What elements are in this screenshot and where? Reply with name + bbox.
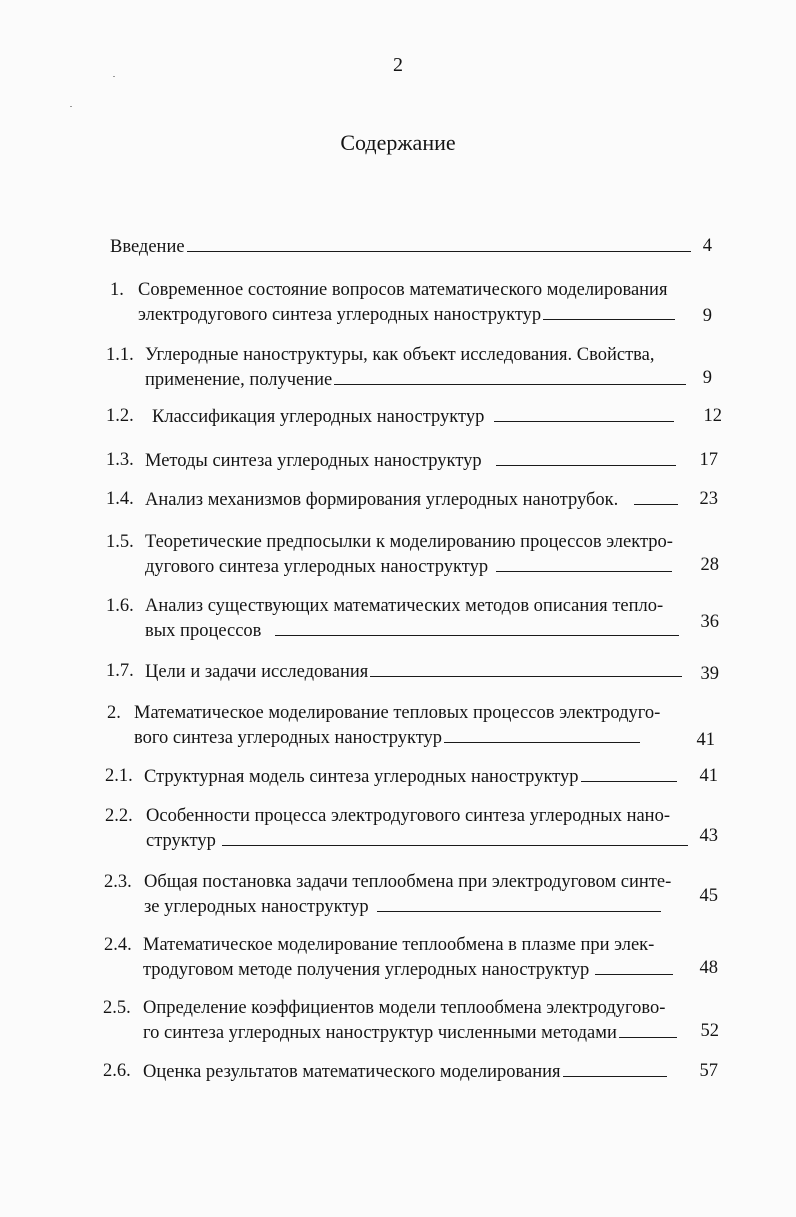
toc-entry-text: Определение коэффициентов модели теплообмена электродугово-: [143, 998, 666, 1018]
dot-leader: [187, 234, 691, 252]
dot-leader: [334, 367, 686, 385]
toc-entry-text: Общая постановка задачи теплообмена при электродуговом синте-: [144, 872, 672, 892]
toc-entry-number: 2.1.: [105, 766, 133, 786]
toc-page-number: 4: [702, 236, 712, 256]
dot-leader: [496, 554, 672, 572]
toc-entry-text: Цели и задачи исследования: [145, 659, 682, 684]
toc-entry-text: Структурная модель синтеза углеродных наноструктур: [144, 764, 677, 789]
dot-leader: [496, 448, 676, 466]
toc-page-number: 23: [699, 489, 718, 509]
toc-entry-text: Введение: [110, 234, 691, 259]
toc-entry-text: Углеродные наноструктуры, как объект исследования. Свойства,: [145, 345, 655, 365]
toc-entry-text: Анализ механизмов формирования углеродных нанотрубок.: [145, 487, 678, 512]
page-number: 2: [393, 54, 403, 76]
toc-page-number: 12: [703, 406, 722, 426]
toc-entry-text: тродуговом методе получения углеродных наноструктур: [143, 957, 673, 982]
dot-leader: [370, 659, 682, 677]
toc-entry-number: 2.: [107, 703, 121, 723]
dot-leader: [619, 1020, 677, 1038]
toc-entry-number: 2.2.: [105, 806, 133, 826]
toc-entry-text: зе углеродных наноструктур: [144, 894, 661, 919]
toc-page-number: 43: [699, 826, 718, 846]
toc-entry-number: 1.2.: [106, 406, 134, 426]
toc-entry-text: Современное состояние вопросов математического моделирования: [138, 280, 668, 300]
toc-title: Содержание: [340, 130, 456, 155]
toc-entry-text: Анализ существующих математических методов описания тепло-: [145, 596, 664, 616]
dot-leader: [634, 487, 678, 505]
toc-entry-number: 1.1.: [106, 345, 134, 365]
toc-entry-number: 1.4.: [106, 489, 134, 509]
toc-page-number: 9: [702, 306, 712, 326]
toc-entry-text: Особенности процесса электродугового синтеза углеродных нано-: [146, 806, 670, 826]
toc-entry-number: 1.: [110, 280, 124, 300]
dot-leader: [222, 828, 688, 846]
toc-entry-text: электродугового синтеза углеродных наноструктур: [138, 302, 675, 327]
toc-entry-number: 1.7.: [106, 661, 134, 681]
toc-entry-number: 2.4.: [104, 935, 132, 955]
toc-page-number: 52: [700, 1021, 719, 1041]
toc-entry-text: структур: [146, 828, 688, 853]
toc-entry-number: 1.3.: [106, 450, 134, 470]
toc-page-number: 28: [700, 555, 719, 575]
toc-entry-number: 2.3.: [104, 872, 132, 892]
toc-entry-text: вого синтеза углеродных наноструктур: [134, 725, 640, 750]
toc-entry-number: 1.5.: [106, 532, 134, 552]
toc-page-number: 17: [699, 450, 718, 470]
toc-entry-text: го синтеза углеродных наноструктур численными методами: [143, 1020, 677, 1045]
toc-page-number: 39: [700, 664, 719, 684]
toc-page-number: 57: [699, 1061, 718, 1081]
toc-entry-text: Классификация углеродных наноструктур: [152, 404, 674, 429]
toc-page-number: 48: [699, 958, 718, 978]
dot-leader: [595, 957, 673, 975]
toc-entry-number: 2.5.: [103, 998, 131, 1018]
toc-page-number: 36: [700, 612, 719, 632]
dot-leader: [377, 894, 661, 912]
toc-entry-text: дугового синтеза углеродных наноструктур: [145, 554, 672, 579]
dot-leader: [494, 404, 674, 422]
toc-entry-number: 1.6.: [106, 596, 134, 616]
toc-entry-text: вых процессов: [145, 618, 679, 643]
toc-entry-text: Методы синтеза углеродных наноструктур: [145, 448, 676, 473]
toc-page-number: 9: [702, 368, 712, 388]
dot-leader: [563, 1059, 667, 1077]
toc-page-number: 45: [699, 886, 718, 906]
toc-entry-text: Теоретические предпосылки к моделированию процессов электро-: [145, 532, 673, 552]
toc-entry-text: Математическое моделирование тепловых процессов электродуго-: [134, 703, 661, 723]
toc-page-number: 41: [696, 730, 715, 750]
toc-entry-text: применение, получение: [145, 367, 686, 392]
dot-leader: [444, 725, 640, 743]
scan-speck: [70, 106, 72, 107]
toc-entry-text: Оценка результатов математического моделирования: [143, 1059, 667, 1084]
toc-entry-number: 2.6.: [103, 1061, 131, 1081]
dot-leader: [581, 764, 677, 782]
dot-leader: [275, 618, 679, 636]
dot-leader: [543, 302, 675, 320]
toc-entry-text: Математическое моделирование теплообмена в плазме при элек-: [143, 935, 655, 955]
toc-page-number: 41: [699, 766, 718, 786]
